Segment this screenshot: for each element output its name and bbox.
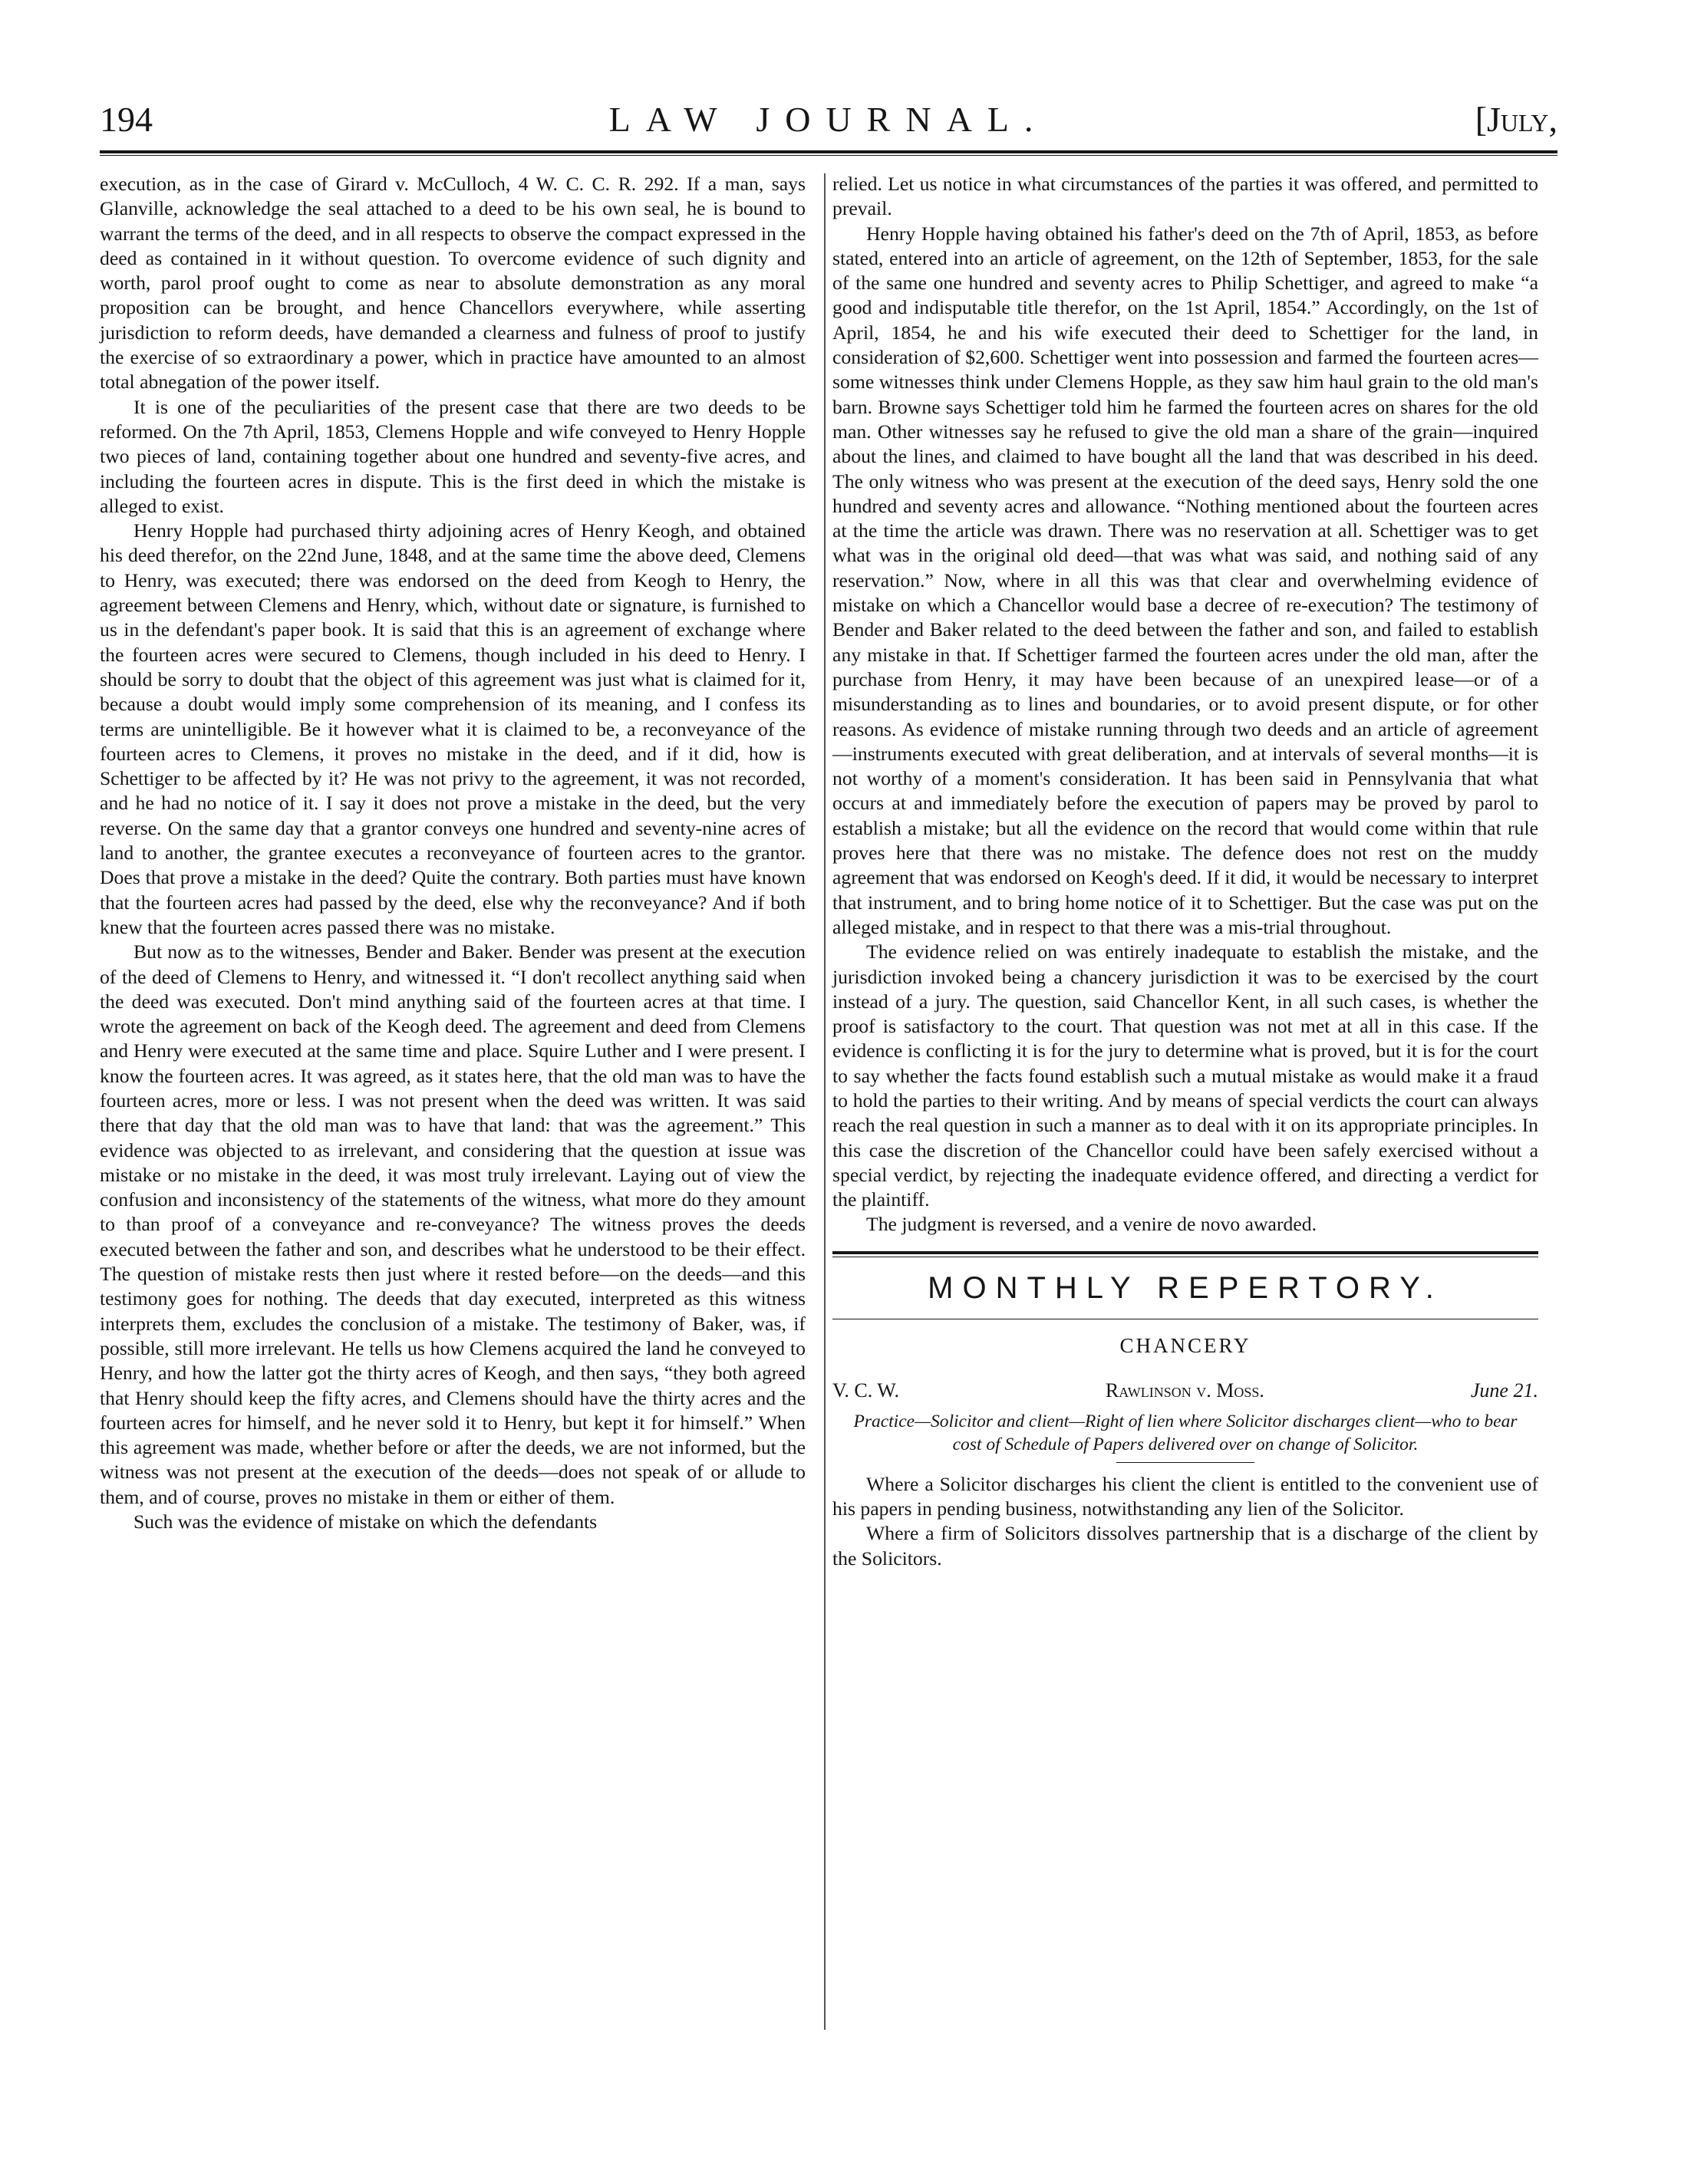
court-abbreviation: V. C. W. <box>832 1379 899 1402</box>
journal-title: LAW JOURNAL. <box>608 100 1049 139</box>
body-paragraph: But now as to the witnesses, Bender and Baker. Bender was present at the execution of the deed of Clemens to Henry, and witnessed it. “I don't recollect anything said when the deed was executed. Don't mind anything said of the fourteen acres at that time. I wrote the agreement on back of the Keogh deed. The agreement and deed from Clemens and Henry were executed at the same time and place. Squire Luther and I were present. I know the fourteen acres. It was agreed, as it states here, that the old man was to have the fourteen acres, more or less. I was not present when the deed was written. It was said there that day that the old man was to have that land: that was the agreement.” This evidence was objected to as irrelevant, and considering that the question at issue was mistake or no mistake in the deed, it was most truly irrelevant. Laying out of view the confusion and inconsistency of the statements of the witness, what more do they amount to than proof of a conveyance and re-conveyance? The witness proves the deeds executed between the father and son, and describes what he understood to be their effect. The question of mistake rests then just where it rested before—on the deeds—and this testimony goes for nothing. The deeds that day executed, interpreted as this witness interprets them, excludes the conclusion of a mistake. The testimony of Baker, was, if possible, still more irrelevant. He tells us how Clemens acquired the land he conveyed to Henry, and how the latter got the thirty acres of Keogh, and then says, “they both agreed that Henry should keep the fifty acres, and Clemens should have the thirty acres and the fourteen acres for himself, and he never sold it to Henry, but kept it for himself.” When this agreement was made, whether before or after the deeds, we are not informed, but the witness was not present at the execution of the deeds—does not speak of or allude to them, and of course, proves no mistake in them or either of them. <box>100 940 806 1508</box>
page-header <box>100 98 1557 144</box>
judgment-paragraph: The judgment is reversed, and a venire de novo awarded. <box>866 1213 1317 1236</box>
body-paragraph: relied. Let us notice in what circumstances of the parties it was offered, and permitted to prevail. <box>832 173 1538 220</box>
repertory-section-heading: CHANCERY <box>1119 1333 1251 1357</box>
section-rule <box>832 1251 1538 1257</box>
column-divider <box>824 173 826 2030</box>
body-paragraph: The evidence relied on was entirely inadequate to establish the mistake, and the jurisdiction invoked being a chancery jurisdiction it was to be exercised by the court instead of a jury. The question, said Chancellor Kent, in all such cases, is whether the proof is satisfactory to the court. That question was not met at all in this case. If the evidence is conflicting it is for the jury to determine what is proved, but it is for the court to say whether the facts found establish such a mutual mistake as would make it a fraud to hold the parties to their writing. And by means of special verdicts the court can always reach the real question in such a manner as to deal with it on its appropriate principles. In this case the discretion of the Chancellor could have been safely exercised without a special verdict, by rejecting the inadequate evidence offered, and directing a verdict for the plaintiff. <box>832 940 1538 1211</box>
right-column <box>832 172 1538 1571</box>
holding-paragraph: Where a Solicitor discharges his client the client is entitled to the convenient use of his papers in pending business, notwithstanding any lien of the Solicitor. <box>832 1472 1538 1520</box>
case-date: June 21. <box>1470 1379 1538 1402</box>
issue-month: [July, <box>1475 100 1557 139</box>
repertory-title: MONTHLY REPERTORY. <box>928 1270 1443 1305</box>
holding-paragraph: Where a firm of Solicitors dissolves partnership that is a discharge of the client by the Solicitors. <box>832 1522 1538 1570</box>
body-paragraph: It is one of the peculiarities of the present case that there are two deeds to be reformed. On the 7th April, 1853, Clemens Hopple and wife conveyed to Henry Hopple two pieces of land, containing together about one hundred and seventy-five acres, and including the fourteen acres in dispute. This is the first deed in which the mistake is alleged to exist. <box>100 395 806 517</box>
left-column <box>100 172 806 1534</box>
body-paragraph: Henry Hopple having obtained his father's deed on the 7th of April, 1853, as before stated, entered into an article of agreement, on the 12th of September, 1853, for the sale of the same one hundred and seventy acres to Philip Schettiger, and agreed to make “a good and indisputable title therefor, on the 1st April, 1854.” Accordingly, on the 1st of April, 1854, he and his wife executed their deed to Schettiger for the land, in consideration of $2,600. Schettiger went into possession and farmed the fourteen acres—some witnesses think under Clemens Hopple, as they saw him haul grain to the old man's barn. Browne says Schettiger told him he farmed the fourteen acres on shares for the old man. Other witnesses say he refused to give the old man a share of the grain—inquired about the lines, and claimed to have bought all the land that was described in his deed. The only witness who was present at the execution of the deed says, Henry sold the one hundred and seventy acres and allowance. “Nothing mentioned about the fourteen acres at the time the article was drawn. There was no reservation at all. Schettiger was to get what was in the original old deed—that was what was said, and nothing said of any reservation.” Now, where in all this was that clear and overwhelming evidence of mistake on which a Chancellor would base a decree of re-execution? The testimony of Bender and Baker related to the deed between the father and son, and failed to establish any mistake in that. If Schettiger farmed the fourteen acres under the old man, after the purchase from Henry, it may have been because of an unexpired lease—or of a misunderstanding as to lines and boundaries, or to avoid present dispute, or for other reasons. As evidence of mistake running through two deeds and an article of agreement—instruments executed with great deliberation, and at intervals of several months—it is not worthy of a moment's consideration. It has been said in Pennsylvania that what occurs at and immediately before the execution of papers may be proved by parol to establish a mistake; but all the evidence on the record that would come within that rule proves here that there was no mistake. The defence does not rest on the muddy agreement that was endorsed on Keogh's deed. If it did, it would be necessary to interpret that instrument, and to bring home notice of it to Schettiger. But the case was put on the alleged mistake, and in respect to that there was a mis-trial throughout. <box>832 222 1538 938</box>
body-paragraph: execution, as in the case of Girard v. McCulloch, 4 W. C. C. R. 292. If a man, says Glanville, acknowledge the seal attached to a deed to be his own seal, he is bound to warrant the terms of the deed, and in all respects to observe the compact expressed in the deed as contained in it without question. To overcome evidence of such dignity and worth, parol proof ought to come as near to absolute demonstration as any moral proposition can be brought, and hence Chancellors everywhere, while asserting jurisdiction to reform deeds, have demanded a clearness and fulness of proof to justify the exercise of so extraordinary a power, which in practice have amounted to an almost total abnegation of the power itself. <box>100 173 806 394</box>
case-name: Rawlinson v. Moss. <box>1105 1379 1264 1402</box>
body-paragraph: Such was the evidence of mistake on which the defendants <box>133 1510 598 1533</box>
header-rule <box>100 150 1557 156</box>
headnote-rule <box>1116 1462 1254 1463</box>
page-number: 194 <box>100 100 153 139</box>
case-citation-line <box>832 1378 1538 1404</box>
case-headnote: Practice—Solicitor and client—Right of lien where Solicitor discharges client—who to bear cost of Schedule of Papers delivered over on change of Solicitor. <box>853 1411 1518 1454</box>
body-paragraph: Henry Hopple had purchased thirty adjoining acres of Henry Keogh, and obtained his deed therefor, on the 22nd June, 1848, and at the same time the above deed, Clemens to Henry, was executed; there was endorsed on the deed from Keogh to Henry, the agreement between Clemens and Henry, which, without date or signature, is furnished to us in the defendant's paper book. It is said that this is an agreement of exchange where the fourteen acres were secured to Clemens, though included in his deed to Henry. I should be sorry to doubt that the object of this agreement was just what is claimed for it, because a doubt would imply some comprehension of its meaning, and I confess its terms are unintelligible. Be it however what it is claimed to be, a reconveyance of the fourteen acres to Clemens, it proves no mistake in the deed, and if it did, how is Schettiger to be affected by it? He was not privy to the agreement, it was not recorded, and he had no notice of it. I say it does not prove a mistake in the deed, but the very reverse. On the same day that a grantor conveys one hundred and seventy-nine acres of land to another, the grantee executes a reconveyance of fourteen acres to the grantor. Does that prove a mistake in the deed? Quite the contrary. Both parties must have known that the fourteen acres had passed by the deed, else why the reconveyance? And if both knew that the fourteen acres passed there was no mistake. <box>100 519 806 938</box>
